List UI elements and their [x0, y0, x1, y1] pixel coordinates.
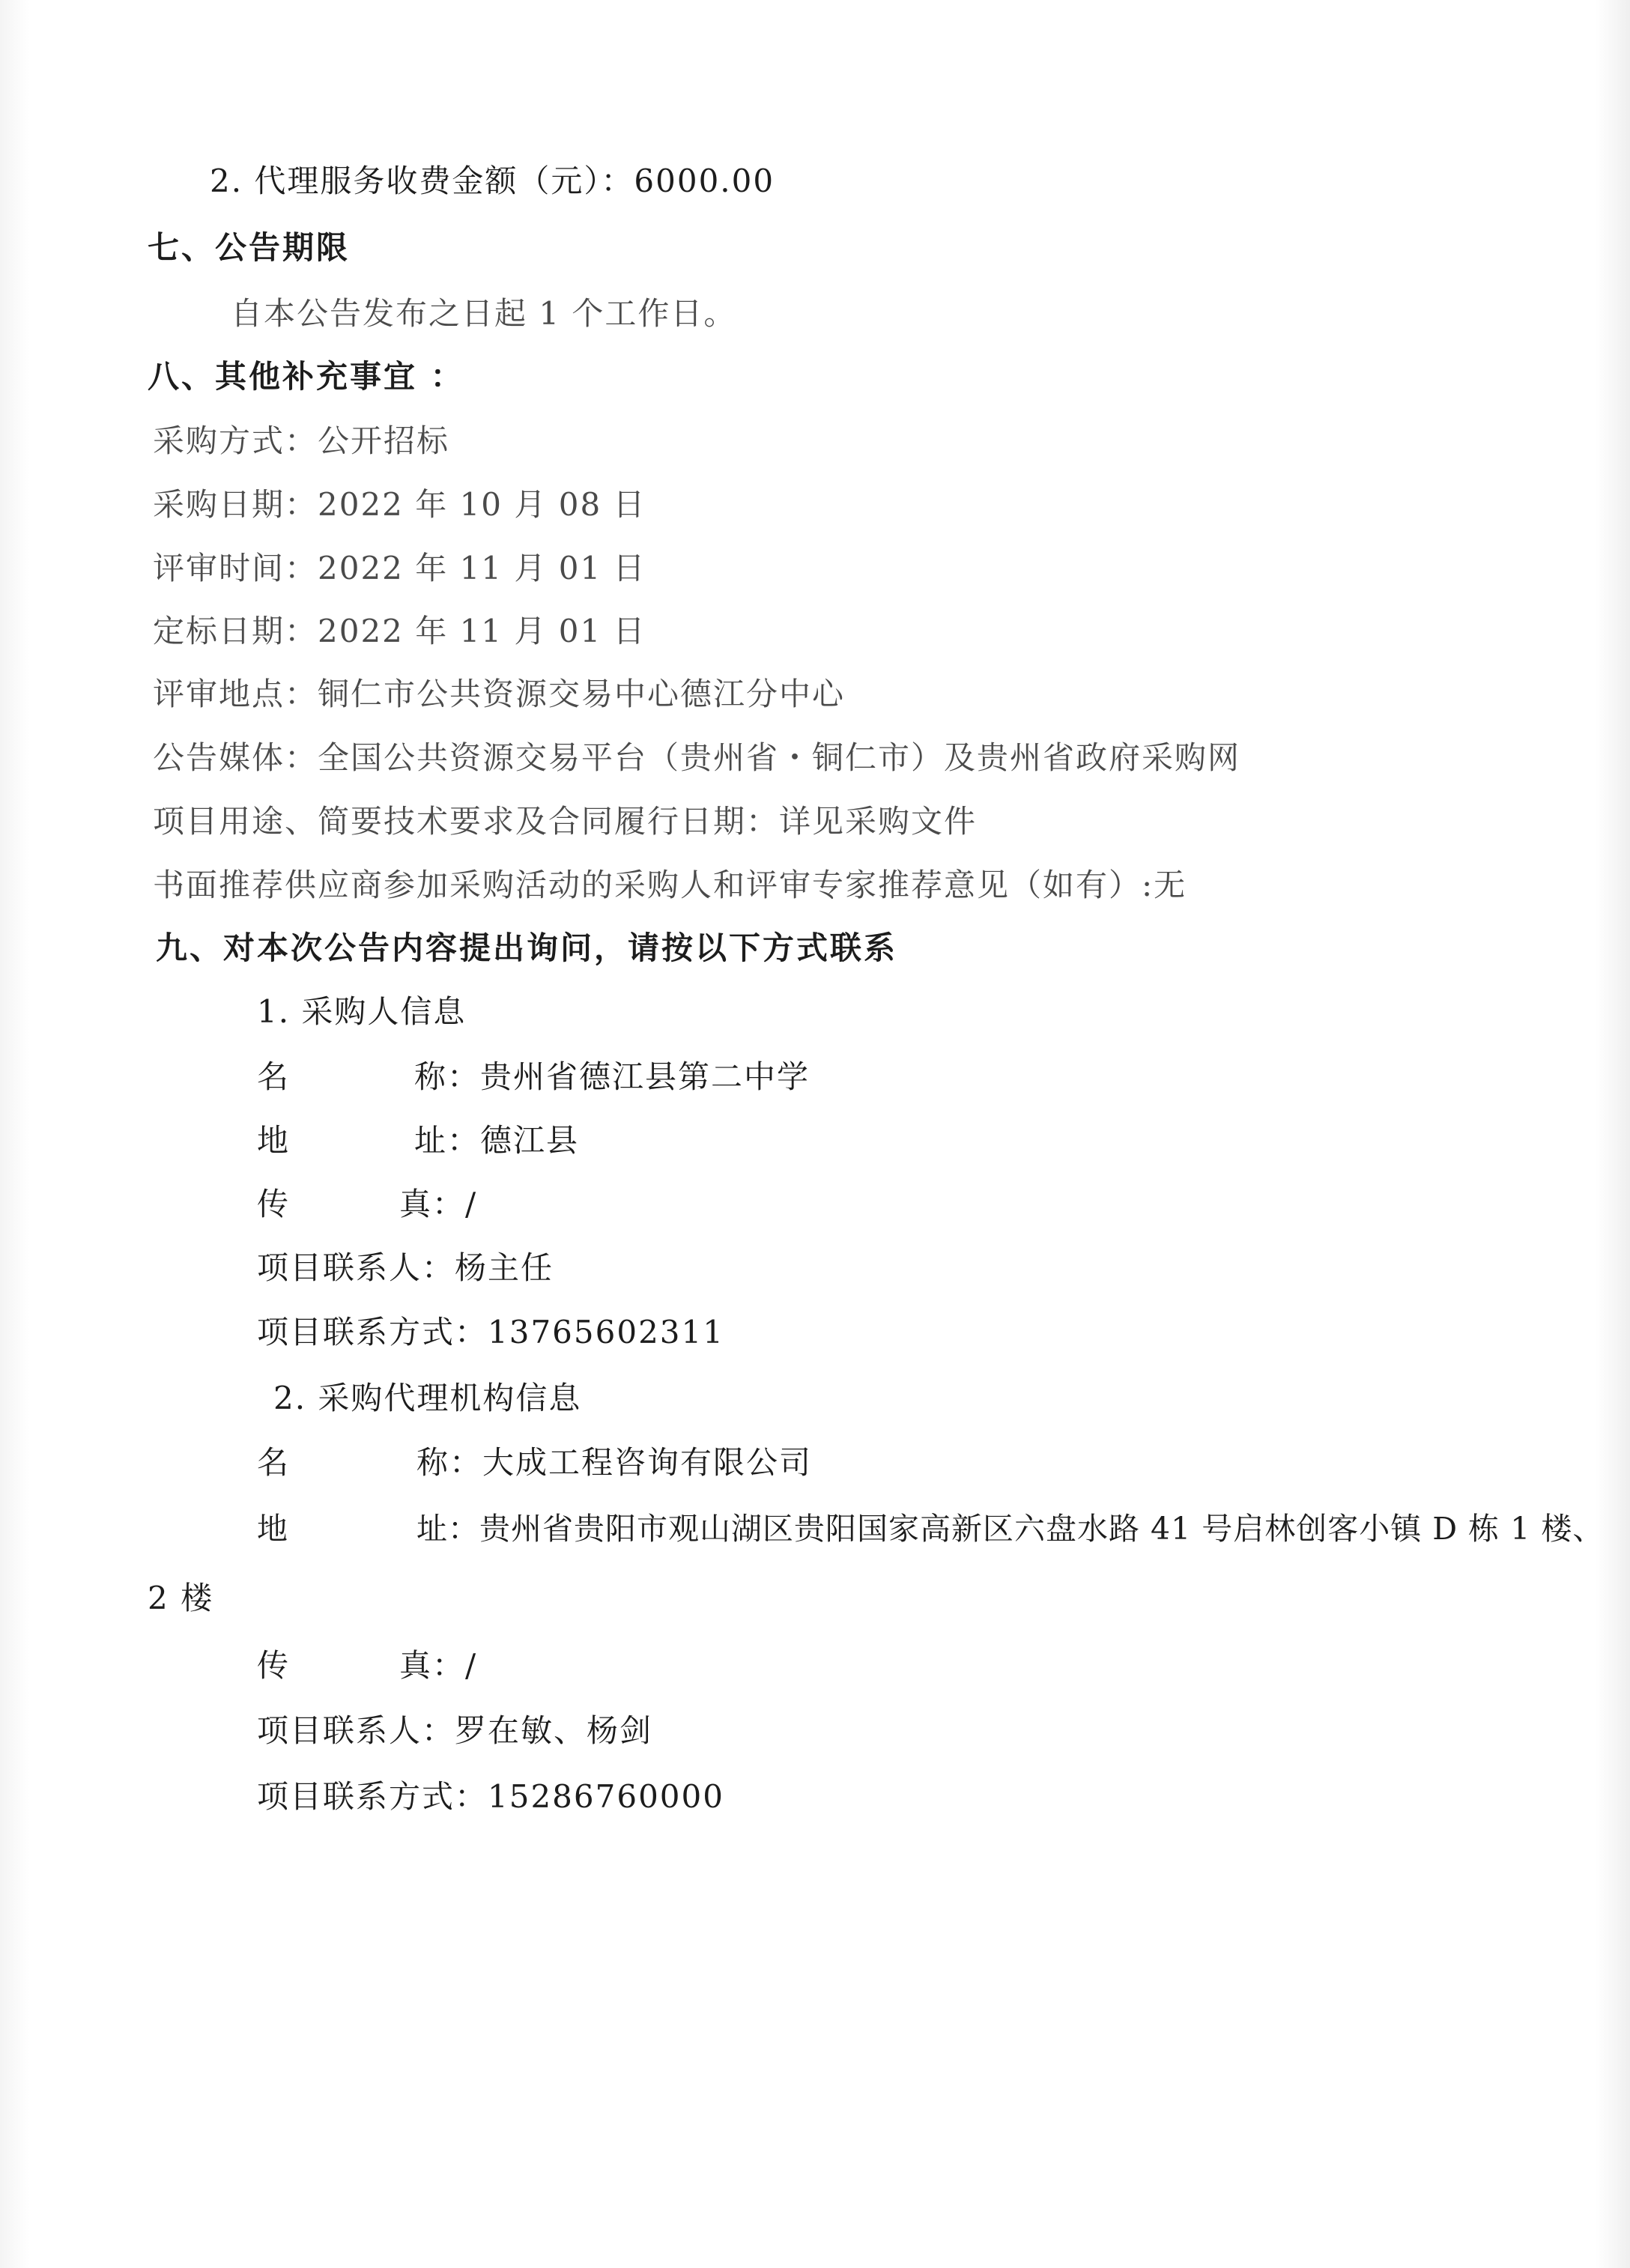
purchaser-fax-row	[257, 1183, 477, 1226]
purchaser-address-value: 德江县	[480, 1122, 580, 1159]
agency-info-title: 2. 采购代理机构信息	[273, 1380, 582, 1416]
agency-address-row	[257, 1507, 1604, 1550]
procurement-date: 采购日期：2022 年 10 月 08 日	[153, 486, 646, 523]
award-date: 定标日期：2022 年 11 月 01 日	[153, 613, 646, 649]
agency-contact-label: 项目联系人：	[257, 1712, 455, 1749]
purchaser-address-row	[257, 1119, 579, 1162]
supplier-recommendation: 书面推荐供应商参加采购活动的采购人和评审专家推荐意见（如有）:无	[153, 867, 1187, 903]
purchaser-name-row	[257, 1055, 810, 1099]
purchaser-contact-label: 项目联系人：	[257, 1249, 455, 1286]
agency-contact-row	[257, 1709, 652, 1753]
purchaser-contact-value: 杨主任	[455, 1249, 554, 1286]
project-usage: 项目用途、简要技术要求及合同履行日期：详见采购文件	[153, 803, 978, 840]
agency-fax-value: /	[465, 1647, 478, 1684]
announcement-media: 公告媒体：全国公共资源交易平台（贵州省・铜仁市）及贵州省政府采购网	[153, 739, 1241, 776]
purchaser-name-value: 贵州省德江县第二中学	[480, 1058, 811, 1095]
purchaser-phone-value: 13765602311	[488, 1314, 724, 1350]
agency-fee-line: 2. 代理服务收费金额（元）：6000.00	[210, 163, 775, 199]
agency-fax-label-2: 真：	[399, 1647, 466, 1684]
agency-name-label-2: 称：	[416, 1444, 483, 1481]
agency-name-row	[257, 1441, 812, 1485]
agency-contact-value: 罗在敏、杨剑	[455, 1712, 653, 1749]
purchaser-address-label-2: 址：	[414, 1122, 481, 1159]
purchaser-phone-row	[257, 1311, 724, 1354]
agency-name-label-1: 名	[257, 1444, 291, 1481]
purchaser-contact-row	[257, 1246, 554, 1290]
section9-heading: 九、对本次公告内容提出询问，请按以下方式联系	[156, 930, 898, 966]
agency-address-continued: 2 楼	[148, 1580, 214, 1616]
agency-phone-label: 项目联系方式：	[257, 1778, 488, 1815]
section8-heading: 八、其他补充事宜 ：	[148, 358, 464, 395]
agency-fax-row	[257, 1644, 477, 1688]
agency-phone-row	[257, 1775, 724, 1819]
procurement-method: 采购方式：公开招标	[153, 422, 450, 459]
agency-address-value: 贵州省贵阳市观山湖区贵阳国家高新区六盘水路 41 号启林创客小镇 D 栋 1 楼、	[479, 1511, 1605, 1547]
agency-name-value: 大成工程咨询有限公司	[482, 1444, 813, 1481]
purchaser-fax-label-2: 真：	[399, 1186, 466, 1222]
purchaser-name-label-1: 名	[257, 1058, 291, 1095]
purchaser-fax-value: /	[465, 1186, 478, 1222]
agency-address-label-1: 地	[257, 1511, 288, 1547]
purchaser-info-title: 1. 采购人信息	[257, 993, 467, 1030]
purchaser-name-label-2: 称：	[414, 1058, 481, 1095]
purchaser-address-label-1: 地	[257, 1122, 291, 1159]
purchaser-fax-label-1: 传	[257, 1186, 291, 1222]
review-location: 评审地点：铜仁市公共资源交易中心德江分中心	[153, 676, 846, 712]
section7-text: 自本公告发布之日起 1 个工作日。	[231, 295, 737, 332]
review-time: 评审时间：2022 年 11 月 01 日	[153, 550, 646, 586]
agency-fax-label-1: 传	[257, 1647, 291, 1684]
agency-address-label-2: 址：	[416, 1511, 479, 1547]
agency-phone-value: 15286760000	[488, 1778, 724, 1815]
section7-heading: 七、公告期限	[148, 229, 351, 266]
purchaser-phone-label: 项目联系方式：	[257, 1314, 488, 1350]
